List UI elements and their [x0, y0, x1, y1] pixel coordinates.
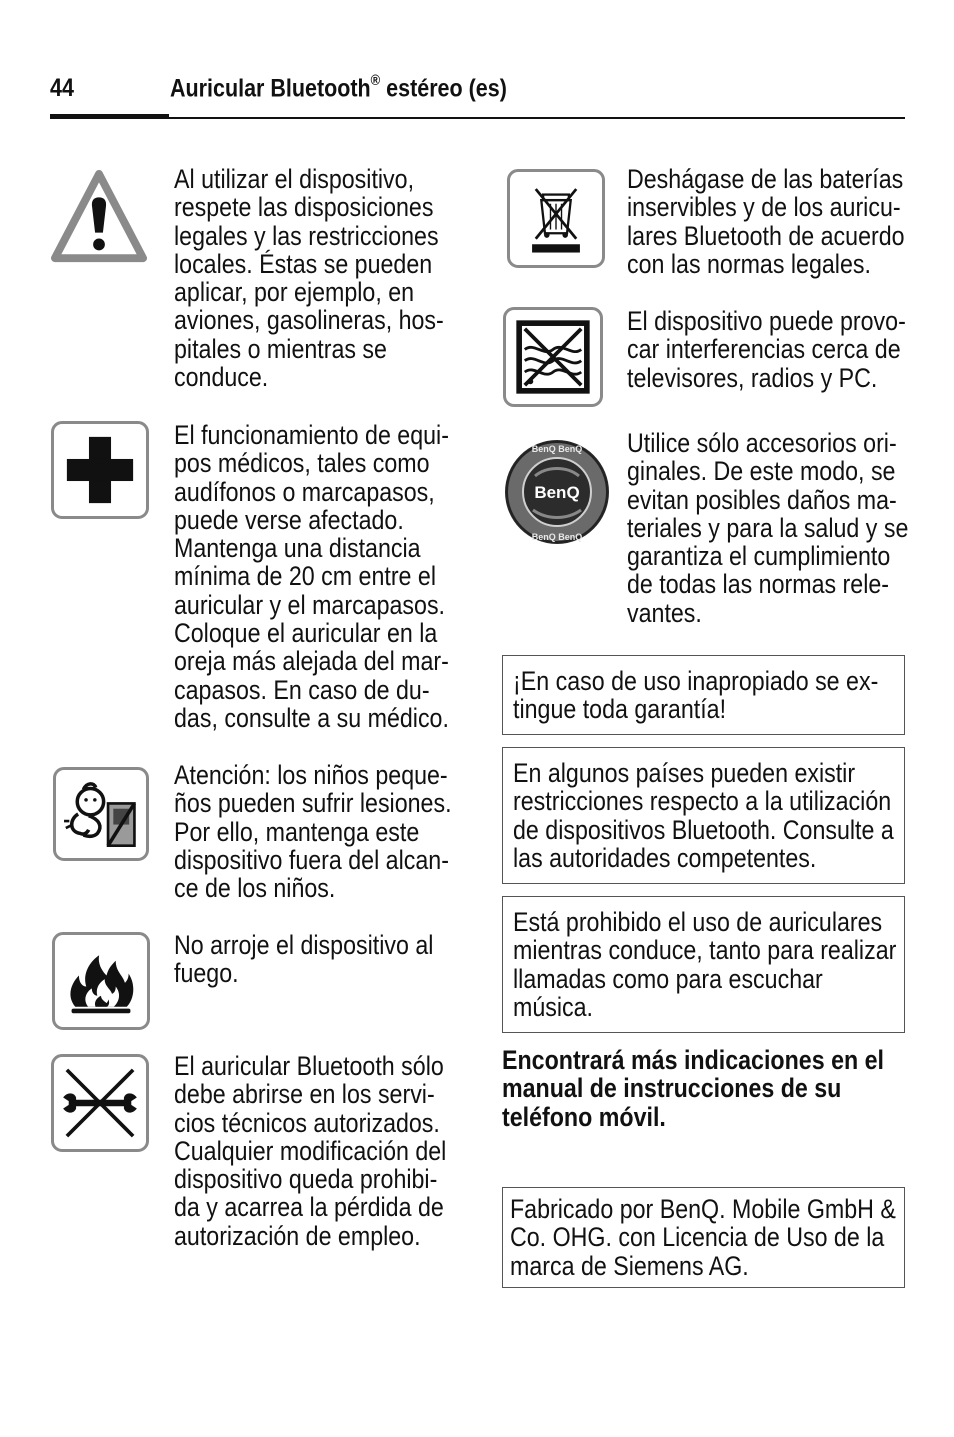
- text-line: tingue toda garantía!: [513, 694, 727, 725]
- text-line: Está prohibido el uso de auriculares: [513, 907, 883, 937]
- text-line: inservibles y de los auricu-: [627, 192, 901, 223]
- page-number: 44: [50, 74, 74, 102]
- text-line: aplicar, por ejemplo, en: [174, 277, 415, 308]
- text-line: ce de los niños.: [174, 873, 336, 904]
- text-line: legales y las restricciones: [174, 220, 439, 251]
- notice-text: [513, 759, 894, 872]
- svg-text:BenQ: BenQ: [534, 483, 580, 502]
- manufacturer-text: [510, 1195, 896, 1280]
- text-line: Fabricado por BenQ. Mobile GmbH &: [510, 1194, 896, 1224]
- notice-text: [513, 667, 878, 724]
- text-line: El dispositivo puede provo-: [627, 306, 906, 336]
- text-line: das, consulte a su médico.: [174, 702, 449, 733]
- notice-box-bluetooth: [502, 747, 905, 884]
- text-line: autorización de empleo.: [174, 1220, 421, 1251]
- svg-text:BenQ BenQ: BenQ BenQ: [531, 532, 583, 542]
- text-line: ños pueden sufrir lesiones.: [174, 788, 452, 819]
- item-interference-text: [627, 307, 906, 392]
- text-line: conduce.: [174, 362, 269, 393]
- header-rule-thin: [169, 117, 905, 119]
- text-line: ¡En caso de uso inapropiado se ex-: [513, 666, 879, 696]
- text-line: debe abrirse en los servi-: [174, 1079, 435, 1110]
- text-line: ginales. De este modo, se: [627, 456, 896, 487]
- header-rule-thick: [50, 114, 169, 119]
- text-line: lares Bluetooth de acuerdo: [627, 220, 905, 251]
- text-line: da y acarrea la pérdida de: [174, 1192, 444, 1223]
- text-line: Co. OHG. con Licencia de Uso de la: [510, 1222, 885, 1253]
- item-service-text: [174, 1052, 446, 1250]
- notice-text: [513, 908, 896, 1021]
- manufacturer-box: [502, 1187, 905, 1288]
- no-tools-icon: [51, 1054, 149, 1152]
- item-warning-text: [174, 165, 444, 391]
- text-line: El auricular Bluetooth sólo: [174, 1051, 444, 1081]
- child-warning-icon: [53, 767, 149, 861]
- item-children-text: [174, 761, 452, 902]
- text-line: Coloque el auricular en la: [174, 618, 438, 649]
- text-line: aviones, gasolineras, hos-: [174, 305, 444, 336]
- text-line: mínima de 20 cm entre el: [174, 561, 436, 592]
- text-line: garantiza el cumplimiento: [627, 541, 891, 572]
- item-accessories-text: [627, 429, 908, 627]
- text-line: manual de instrucciones de su: [502, 1073, 842, 1104]
- text-line: Utilice sólo accesorios ori-: [627, 428, 897, 458]
- item-medical-text: [174, 421, 449, 732]
- text-line: pitales o mientras se: [174, 333, 387, 364]
- text-line: oreja más alejada del mar-: [174, 646, 449, 677]
- warning-exclamation-icon: [50, 168, 148, 266]
- text-line: Deshágase de las baterías: [627, 164, 904, 194]
- text-line: audífonos o marcapasos,: [174, 476, 435, 507]
- text-line: con las normas legales.: [627, 248, 871, 279]
- text-line: marca de Siemens AG.: [510, 1250, 749, 1281]
- text-line: de dispositivos Bluetooth. Consulte a: [513, 814, 894, 845]
- text-line: capasos. En caso de du-: [174, 674, 430, 705]
- text-line: cios técnicos autorizados.: [174, 1107, 440, 1138]
- registered-mark: ®: [370, 72, 381, 89]
- text-line: teriales y para la salud y se: [627, 512, 909, 543]
- notice-box-warranty: [502, 655, 905, 735]
- text-line: Encontrará más indicaciones en el: [502, 1045, 884, 1075]
- fire-icon: [52, 932, 150, 1030]
- title-text: Auricular Bluetooth: [170, 74, 371, 103]
- text-line: dispositivo queda prohibi-: [174, 1164, 438, 1195]
- text-line: dispositivo fuera del alcan-: [174, 844, 449, 875]
- text-line: fuego.: [174, 958, 239, 989]
- notice-box-driving: [502, 896, 905, 1033]
- medical-cross-icon: [51, 421, 149, 519]
- text-line: restricciones respecto a la utilización: [513, 786, 892, 817]
- text-line: respete las disposiciones: [174, 192, 434, 223]
- text-line: Mantenga una distancia: [174, 533, 421, 564]
- item-fire-text: [174, 931, 433, 988]
- benq-seal-icon: [503, 436, 611, 548]
- text-line: En algunos países pueden existir: [513, 758, 856, 788]
- text-line: vantes.: [627, 597, 702, 628]
- text-line: No arroje el dispositivo al: [174, 930, 434, 960]
- more-info-note: [502, 1046, 884, 1131]
- text-line: mientras conduce, tanto para realizar: [513, 935, 897, 966]
- text-line: locales. Éstas se pueden: [174, 248, 433, 279]
- text-line: música.: [513, 991, 594, 1022]
- text-line: El funcionamiento de equi-: [174, 420, 449, 450]
- title-suffix: estéreo (es): [380, 74, 507, 103]
- text-line: puede verse afectado.: [174, 504, 404, 535]
- text-line: car interferencias cerca de: [627, 334, 901, 365]
- no-tv-interference-icon: [503, 307, 603, 407]
- text-line: auricular y el marcapasos.: [174, 589, 446, 620]
- crossed-bin-icon: [507, 169, 605, 268]
- item-disposal-text: [627, 165, 905, 278]
- page-title: [170, 74, 507, 103]
- text-line: televisores, radios y PC.: [627, 362, 878, 393]
- text-line: las autoridades competentes.: [513, 842, 817, 873]
- svg-text:BenQ BenQ: BenQ BenQ: [531, 444, 583, 454]
- text-line: llamadas como para escuchar: [513, 963, 823, 994]
- text-line: Al utilizar el dispositivo,: [174, 164, 415, 194]
- text-line: Cualquier modificación del: [174, 1135, 447, 1166]
- text-line: Atención: los niños peque-: [174, 760, 448, 790]
- text-line: de todas las normas rele-: [627, 569, 890, 600]
- text-line: pos médicos, tales como: [174, 448, 430, 479]
- text-line: evitan posibles daños ma-: [627, 484, 897, 515]
- text-line: Por ello, mantenga este: [174, 816, 420, 847]
- text-line: teléfono móvil.: [502, 1101, 666, 1132]
